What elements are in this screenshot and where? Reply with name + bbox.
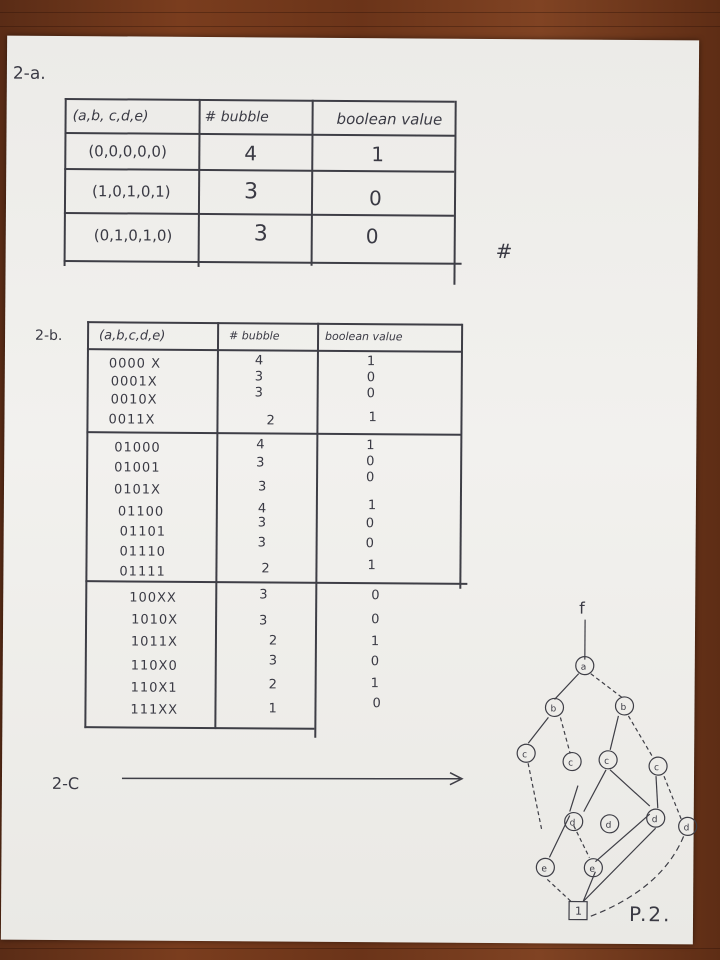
table-row: 110X0 [130,658,178,674]
header-bubble: # bubble [204,108,269,126]
hash-mark: # [495,239,513,264]
svg-text:d: d [683,823,690,834]
table-row: 0010X [110,392,158,408]
table-row-3-bubble: 3 [253,221,268,247]
table-row: 3 [268,653,279,669]
table-row: 3 [257,515,268,531]
bdd-terminal-1 [569,902,587,920]
header-boolean: boolean value [325,329,403,344]
table-row: 0 [365,536,375,552]
bdd-node-e [536,858,554,876]
table-row-3-value: 0 [365,224,379,249]
table-row: 3 [257,535,267,551]
table-row: 2 [268,633,279,649]
table-row: 01101 [119,524,167,540]
svg-text:b: b [620,702,627,713]
table-row: 3 [259,613,269,629]
table-row: 2 [268,677,278,693]
table-row: 0 [371,612,381,628]
svg-text:c: c [654,763,660,774]
bdd-node-d [601,815,619,833]
table-row: 01111 [119,564,166,580]
bdd-node-b [545,698,563,716]
svg-text:1: 1 [575,904,583,918]
header-boolean: boolean value [336,109,443,129]
table-row: 1010X [131,612,179,628]
table-row: 0 [366,454,376,470]
bdd-node-c [649,757,667,775]
table-row: 4 [257,501,268,517]
table-row: 2 [261,561,271,577]
header-bubble: # bubble [229,329,280,343]
bdd-output-label: f [579,598,585,618]
bdd-node-b [615,697,633,715]
table-row-2-bubble: 3 [243,179,259,205]
table-row: 100XX [129,590,177,606]
bdd-node-e [584,859,602,877]
svg-text:e: e [589,864,595,875]
table-row-3-inputs: (0,1,0,1,0) [93,226,173,245]
svg-text:d: d [569,818,576,829]
table-row: 01001 [114,460,161,476]
bdd-node-c [563,752,581,770]
table-row: 4 [256,437,266,453]
table-row: 1 [368,410,378,426]
table-row: 1 [367,558,377,574]
table-row: 01100 [117,504,165,520]
section-a-label: 2-a. [12,63,46,84]
table-row: 1 [366,438,376,454]
table-row: 2 [266,413,276,429]
svg-text:e: e [541,864,547,875]
table-row: 3 [254,385,265,401]
table-row: 1 [367,498,378,514]
table-row-1-bubble: 4 [244,141,258,166]
table-row: 0 [371,588,381,604]
table-row: 3 [256,455,266,471]
svg-text:b: b [550,704,557,715]
table-row: 0 [366,370,377,386]
bdd-node-d [647,809,665,827]
svg-text:a: a [580,662,587,673]
table-row-1-inputs: (0,0,0,0,0) [88,142,167,161]
paper-sheet [1,36,699,945]
bdd-node-c [599,751,617,769]
table-row: 1011X [130,634,178,650]
table-row: 3 [257,479,268,495]
svg-text:d: d [605,820,612,831]
svg-text:c: c [522,750,528,761]
table-row: 1 [268,701,278,717]
page-number: P.2. [628,901,672,927]
table-row: 1 [366,354,377,370]
table-row: 3 [254,369,265,385]
table-row-2-value: 0 [368,186,382,211]
table-row: 0011X [108,412,156,428]
table-row: 111XX [130,702,179,718]
table-row: 4 [254,353,265,369]
bdd-node-d [679,817,697,835]
table-row: 0 [366,470,376,486]
table-row: 1 [370,634,381,650]
table-row: 3 [259,587,269,603]
section-c-label: 2-C [51,773,80,794]
table-row: 0 [365,516,376,532]
table-row: 0101X [113,482,162,498]
table-row-2-inputs: (1,0,1,0,1) [92,182,171,201]
header-inputs: (a,b,c,d,e) [99,328,166,344]
header-inputs: (a,b, c,d,e) [72,108,149,125]
table-row: 1 [370,676,380,692]
svg-text:c: c [604,756,610,767]
svg-text:c: c [568,758,574,769]
table-row: 01110 [119,544,166,560]
svg-text:d: d [651,815,658,826]
table-row: 0 [366,386,377,402]
table-row-1-value: 1 [371,142,385,167]
table-row: 01000 [114,440,161,456]
table-row: 0 [372,696,382,712]
table-row: 0 [370,654,381,670]
table-row: 0000 X [108,356,162,372]
bdd-node-c [517,744,535,762]
arrow-icon [120,766,470,788]
table-row: 110X1 [130,680,178,696]
table-row: 0001X [110,374,158,390]
section-b-label: 2-b. [35,327,63,344]
